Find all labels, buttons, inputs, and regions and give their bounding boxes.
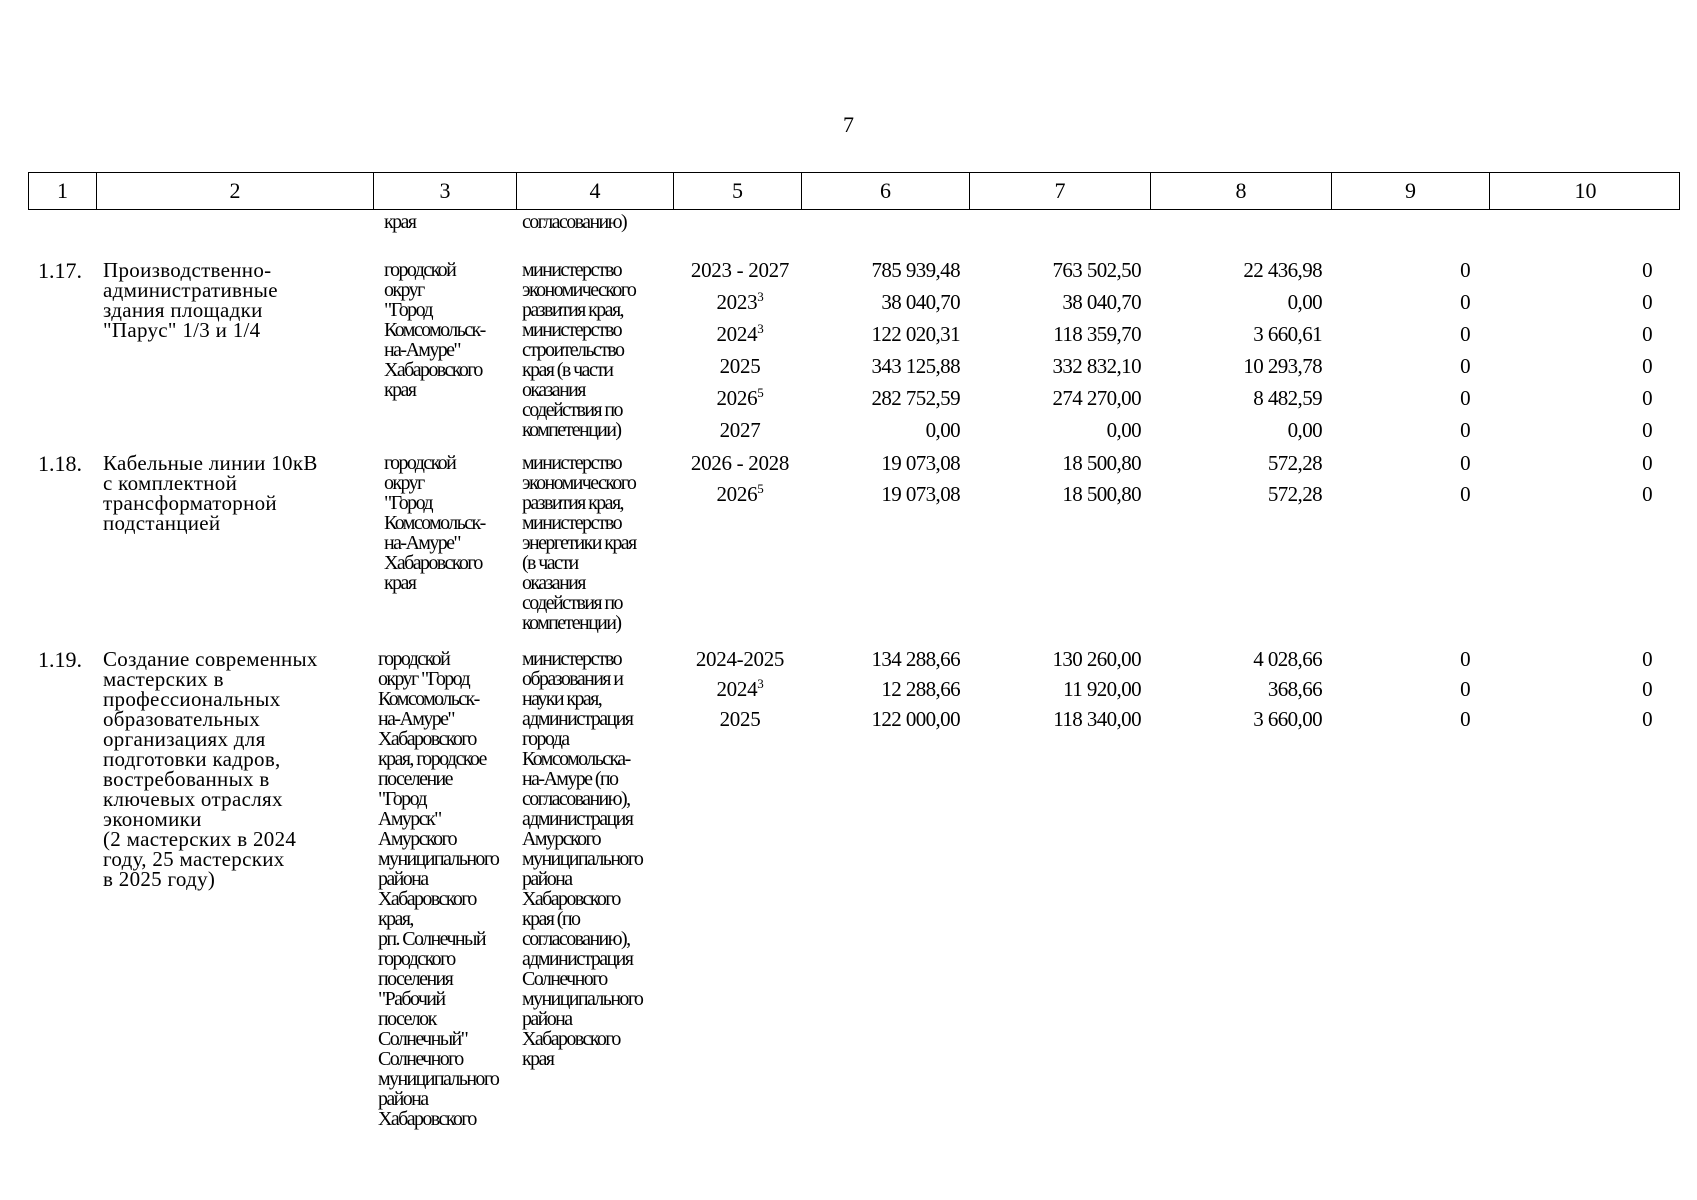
location-line: муниципального — [378, 848, 499, 870]
location-line: Комсомольск- — [384, 319, 485, 341]
location-line: на-Амуре" — [384, 532, 460, 554]
row-number: 1.19. — [38, 647, 82, 672]
location-line: "Город — [378, 788, 426, 810]
value-c7: 763 502,50 — [1052, 258, 1141, 282]
location-line: Комсомольск- — [384, 512, 485, 534]
value-c10: 0 — [1642, 451, 1652, 475]
executor-line: министерство — [522, 452, 621, 474]
footnote-mark: 5 — [757, 385, 764, 400]
value-c8: 8 482,59 — [1253, 386, 1322, 410]
period-year — [670, 354, 810, 379]
location-line: Амурского — [378, 828, 456, 850]
value-c8: 572,28 — [1267, 451, 1322, 475]
footnote-mark: 3 — [757, 289, 764, 304]
value-c10: 0 — [1642, 386, 1652, 410]
executor-line: Амурского — [522, 828, 600, 850]
executor-line: науки края, — [522, 688, 602, 710]
location-line: округ — [384, 472, 424, 494]
value-c7: 130 260,00 — [1052, 647, 1141, 671]
executor-line: согласованию), — [522, 928, 630, 950]
value-c9: 0 — [1460, 354, 1470, 378]
location-line: района — [378, 1088, 428, 1110]
executor-line: энергетики края — [522, 532, 636, 554]
executor-line: содействия по — [522, 592, 622, 614]
location-line: округ "Город — [378, 668, 470, 690]
location-line: Комсомольск- — [378, 688, 479, 710]
object-name-line: (2 мастерских в 2024 — [103, 827, 297, 851]
value-c7: 38 040,70 — [1062, 290, 1141, 314]
executor-line: министерство — [522, 512, 621, 534]
location-line: Хабаровского — [384, 359, 482, 381]
location-line: края — [384, 572, 416, 594]
executor-line: строительство — [522, 339, 624, 361]
location-line: городского — [378, 948, 455, 970]
object-name-line: Производственно- — [103, 258, 272, 282]
location-line: поселения — [378, 968, 453, 990]
period-year — [670, 482, 810, 507]
value-c6: 19 073,08 — [881, 451, 960, 475]
executor-line: города — [522, 728, 569, 750]
executor-line: министерство — [522, 259, 621, 281]
value-c10: 0 — [1642, 647, 1652, 671]
value-c6: 19 073,08 — [881, 482, 960, 506]
footnote-mark: 3 — [757, 676, 764, 691]
executor-line: экономического — [522, 279, 636, 301]
location-line: Солнечный" — [378, 1028, 468, 1050]
period-year-text: 2025 — [719, 354, 761, 378]
value-c10: 0 — [1642, 354, 1652, 378]
period-year — [670, 707, 810, 732]
object-name-line: ключевых отраслях — [103, 787, 283, 811]
value-c10: 0 — [1642, 322, 1652, 346]
executor-line: развития края, — [522, 492, 623, 514]
executor-line: компетенции) — [522, 419, 621, 441]
executor-line: экономического — [522, 472, 636, 494]
executor-line: района — [522, 1008, 572, 1030]
period-year-text: 2023 — [716, 290, 758, 314]
value-c6: 343 125,88 — [871, 354, 960, 378]
value-c8: 4 028,66 — [1253, 647, 1322, 671]
location-line: "Город — [384, 492, 432, 514]
header-cell-4: 4 — [516, 173, 673, 209]
value-c6: 12 288,66 — [881, 677, 960, 701]
period-year — [670, 677, 810, 702]
value-c10: 0 — [1642, 677, 1652, 701]
header-cell-6: 6 — [801, 173, 969, 209]
location-line: Солнечного — [378, 1048, 463, 1070]
value-c10: 0 — [1642, 482, 1652, 506]
object-name-line: в 2025 году) — [103, 867, 216, 891]
value-c6: 38 040,70 — [881, 290, 960, 314]
value-c9: 0 — [1460, 290, 1470, 314]
value-c9: 0 — [1460, 322, 1470, 346]
header-cell-9: 9 — [1331, 173, 1489, 209]
value-c7: 332 832,10 — [1052, 354, 1141, 378]
period-year — [670, 451, 810, 476]
period-year — [670, 386, 810, 411]
location-line: района — [378, 868, 428, 890]
value-c9: 0 — [1460, 677, 1470, 701]
period-year-text: 2026 — [716, 386, 758, 410]
value-c8: 368,66 — [1267, 677, 1322, 701]
object-name-line: здания площадки — [103, 298, 263, 322]
executor-line: министерство — [522, 319, 621, 341]
executor-line: компетенции) — [522, 612, 621, 634]
location-line: Хабаровского — [378, 728, 476, 750]
value-c7: 18 500,80 — [1062, 451, 1141, 475]
value-c6: 122 000,00 — [871, 707, 960, 731]
value-c9: 0 — [1460, 258, 1470, 282]
executor-line: образования и — [522, 668, 623, 690]
executor-line: содействия по — [522, 399, 622, 421]
object-name-line: востребованных в — [103, 767, 270, 791]
executor-line: Комсомольска- — [522, 748, 630, 770]
value-c9: 0 — [1460, 451, 1470, 475]
executor-line: на-Амуре (по — [522, 768, 618, 790]
object-name-line: Создание современных — [103, 647, 318, 671]
executor-line: оказания — [522, 379, 585, 401]
location-line: Амурск" — [378, 808, 441, 830]
continued-location-text: края — [384, 211, 416, 233]
period-year — [670, 258, 810, 283]
location-line: рп. Солнечный — [378, 928, 485, 950]
footnote-mark: 5 — [757, 481, 764, 496]
period-year — [670, 290, 810, 315]
object-name-line: Кабельные линии 10кВ — [103, 451, 318, 475]
value-c9: 0 — [1460, 482, 1470, 506]
value-c8: 3 660,00 — [1253, 707, 1322, 731]
location-line: городской — [384, 452, 456, 474]
executor-line: развития края, — [522, 299, 623, 321]
object-name-line: году, 25 мастерских — [103, 847, 285, 871]
executor-line: Солнечного — [522, 968, 607, 990]
object-name-line: образовательных — [103, 707, 260, 731]
footnote-mark: 3 — [757, 321, 764, 336]
location-line: края — [384, 379, 416, 401]
value-c8: 3 660,61 — [1253, 322, 1322, 346]
location-line: "Город — [384, 299, 432, 321]
value-c8: 22 436,98 — [1243, 258, 1322, 282]
object-name-line: организациях для — [103, 727, 266, 751]
page-number: 7 — [843, 112, 854, 137]
executor-line: (в части — [522, 552, 578, 574]
period-year-text: 2026 — [716, 482, 758, 506]
object-name-line: профессиональных — [103, 687, 281, 711]
object-name-line: мастерских в — [103, 667, 224, 691]
header-cell-10: 10 — [1489, 173, 1681, 209]
executor-line: Хабаровского — [522, 1028, 620, 1050]
value-c6: 0,00 — [925, 418, 960, 442]
table-header — [28, 172, 1680, 210]
executor-line: муниципального — [522, 848, 643, 870]
value-c6: 122 020,31 — [871, 322, 960, 346]
period-year — [670, 418, 810, 443]
executor-line: края — [522, 1048, 554, 1070]
row-number: 1.18. — [38, 451, 82, 476]
period-year-text: 2027 — [719, 418, 761, 442]
location-line: поселок — [378, 1008, 436, 1030]
location-line: "Рабочий — [378, 988, 445, 1010]
header-cell-8: 8 — [1150, 173, 1331, 209]
row-number: 1.17. — [38, 258, 82, 283]
value-c9: 0 — [1460, 418, 1470, 442]
object-name-line: "Парус" 1/3 и 1/4 — [103, 318, 261, 342]
value-c8: 572,28 — [1267, 482, 1322, 506]
header-cell-5: 5 — [673, 173, 801, 209]
continued-executor-text: согласованию) — [522, 211, 627, 233]
location-line: на-Амуре" — [378, 708, 454, 730]
object-name-line: подготовки кадров, — [103, 747, 281, 771]
location-line: городской — [378, 648, 450, 670]
value-c10: 0 — [1642, 707, 1652, 731]
value-c9: 0 — [1460, 386, 1470, 410]
executor-line: министерство — [522, 648, 621, 670]
object-name-line: подстанцией — [103, 511, 221, 535]
period-year — [670, 322, 810, 347]
period-year-text: 2024 — [716, 677, 758, 701]
location-line: Хабаровского — [378, 888, 476, 910]
period-year-text: 2025 — [719, 707, 761, 731]
value-c7: 11 920,00 — [1063, 677, 1141, 701]
period-year — [670, 647, 810, 672]
value-c8: 10 293,78 — [1243, 354, 1322, 378]
location-line: на-Амуре" — [384, 339, 460, 361]
location-line: Хабаровского — [384, 552, 482, 574]
object-name-line: с комплектной — [103, 471, 238, 495]
value-c10: 0 — [1642, 258, 1652, 282]
executor-line: муниципального — [522, 988, 643, 1010]
object-name-line: экономики — [103, 807, 202, 831]
executor-line: администрация — [522, 808, 633, 830]
object-name-line: трансформаторной — [103, 491, 277, 515]
value-c6: 282 752,59 — [871, 386, 960, 410]
executor-line: администрация — [522, 708, 633, 730]
location-line: края, городское — [378, 748, 486, 770]
location-line: муниципального — [378, 1068, 499, 1090]
value-c7: 118 340,00 — [1053, 707, 1141, 731]
period-year-text: 2024 — [716, 322, 758, 346]
object-name-line: административные — [103, 278, 278, 302]
executor-line: оказания — [522, 572, 585, 594]
value-c7: 0,00 — [1106, 418, 1141, 442]
value-c9: 0 — [1460, 707, 1470, 731]
header-cell-1: 1 — [57, 178, 68, 203]
executor-line: края (в части — [522, 359, 613, 381]
value-c10: 0 — [1642, 290, 1652, 314]
location-line: Хабаровского — [378, 1108, 476, 1130]
header-cell-2: 2 — [96, 173, 373, 209]
value-c8: 0,00 — [1287, 418, 1322, 442]
value-c6: 785 939,48 — [871, 258, 960, 282]
value-c7: 274 270,00 — [1052, 386, 1141, 410]
period-year-text: 2026 - 2028 — [690, 451, 790, 475]
executor-line: Хабаровского — [522, 888, 620, 910]
value-c10: 0 — [1642, 418, 1652, 442]
executor-line: согласованию), — [522, 788, 630, 810]
value-c6: 134 288,66 — [871, 647, 960, 671]
value-c9: 0 — [1460, 647, 1470, 671]
header-cell-7: 7 — [969, 173, 1150, 209]
executor-line: края (по — [522, 908, 580, 930]
executor-line: района — [522, 868, 572, 890]
location-line: края, — [378, 908, 413, 930]
header-cell-3: 3 — [373, 173, 516, 209]
location-line: поселение — [378, 768, 452, 790]
period-year-text: 2024-2025 — [695, 647, 785, 671]
period-year-text: 2023 - 2027 — [690, 258, 790, 282]
location-line: округ — [384, 279, 424, 301]
value-c7: 18 500,80 — [1062, 482, 1141, 506]
location-line: городской — [384, 259, 456, 281]
executor-line: администрация — [522, 948, 633, 970]
value-c7: 118 359,70 — [1053, 322, 1141, 346]
value-c8: 0,00 — [1287, 290, 1322, 314]
